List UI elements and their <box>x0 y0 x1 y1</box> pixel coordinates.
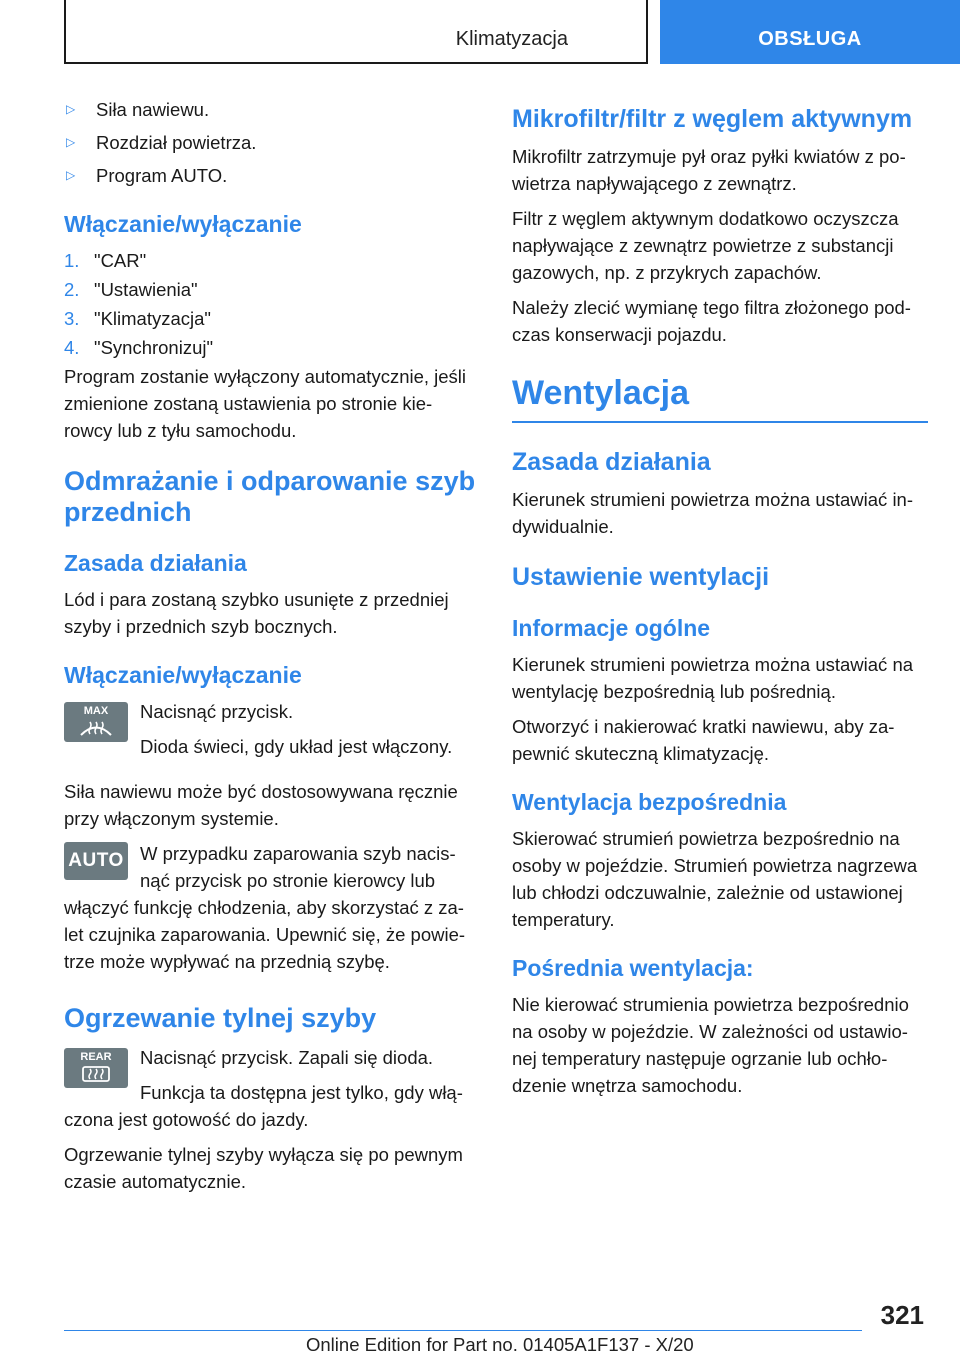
heading-indirect: Pośrednia wentylacja: <box>512 955 754 981</box>
paragraph-micro-1: Mikrofiltr zatrzymuje pył oraz pyłki kwiatów z po-wietrza napływającego z zewnątrz. <box>512 146 906 194</box>
paragraph-ice: Lód i para zostaną szybko usunięte z przedniej szyby i przednich szyb bocznych. <box>64 589 449 637</box>
paragraph-indirect: Nie kierować strumienia powietrza bezpośrednio na osoby w pojeździe. W zależności od ustawio-nej temperatury następuje ogrzanie lub ochło-dzenie wnętrza samochodu. <box>512 994 909 1096</box>
heading-direct: Wentylacja bezpośrednia <box>512 789 787 815</box>
paragraph-led: Dioda świeci, gdy układ jest włączony. <box>140 736 453 757</box>
rear-defrost-icon <box>78 1064 114 1084</box>
list-item-text: Siła nawiewu. <box>96 99 210 120</box>
step-text: "CAR" <box>94 250 147 271</box>
step-item <box>64 305 476 332</box>
step-number: 1. <box>64 250 80 271</box>
paragraph-rear-press: Nacisnąć przycisk. Zapali się dioda. <box>140 1047 434 1068</box>
heading-rear: Ogrzewanie tylnej szyby <box>64 1003 377 1033</box>
step-item <box>64 334 476 361</box>
max-defrost-button-icon <box>64 702 128 742</box>
heading-on-off: Włączanie/wyłączanie <box>64 211 302 237</box>
step-item <box>64 276 476 303</box>
step-item <box>64 247 476 274</box>
paragraph-general-1: Kierunek strumieni powietrza można ustawiać na wentylację bezpośrednią lub pośrednią. <box>512 654 914 702</box>
triangle-bullet-icon: ▷ <box>66 135 76 149</box>
auto-block <box>64 840 476 975</box>
paragraph-rear-auto: Ogrzewanie tylnej szyby wyłącza się po pewnym czasie automatycznie. <box>64 1144 463 1192</box>
paragraph-press: Nacisnąć przycisk. <box>140 701 294 722</box>
paragraph-general-2: Otworzyć i nakierować kratki nawiewu, aby za-pewnić skuteczną klimatyzację. <box>512 716 895 764</box>
step-text: "Klimatyzacja" <box>94 308 211 329</box>
step-number: 2. <box>64 279 80 300</box>
max-defrost-block <box>64 698 476 768</box>
step-number: 4. <box>64 337 80 358</box>
page-number: 321 <box>880 1300 924 1330</box>
rear-label: REAR <box>80 1051 112 1063</box>
auto-button-icon: AUTO <box>64 842 128 880</box>
paragraph-rear-func: Funkcja ta dostępna jest tylko, gdy włą-czona jest gotowość do jazdy. <box>64 1082 463 1130</box>
section-title: Klimatyzacja <box>455 28 568 50</box>
list-item <box>64 162 476 189</box>
step-text: "Ustawienia" <box>94 279 198 300</box>
list-item <box>64 129 476 156</box>
footer-divider <box>64 1330 862 1331</box>
heading-ventilation: Wentylacja <box>512 374 928 423</box>
heading-principle-vent: Zasada działania <box>512 448 711 476</box>
list-item-text: Rozdział powietrza. <box>96 132 257 153</box>
chapter-tab-label: OBSŁUGA <box>758 28 862 50</box>
paragraph-micro-3: Należy zlecić wymianę tego filtra złożonego pod-czas konserwacji pojazdu. <box>512 297 911 345</box>
left-column <box>64 96 476 1203</box>
heading-principle: Zasada działania <box>64 550 247 576</box>
heading-on-off-2: Włączanie/wyłączanie <box>64 662 302 688</box>
paragraph-fan: Siła nawiewu może być dostosowywana ręcznie przy włączonym systemie. <box>64 781 458 829</box>
list-item <box>64 96 476 123</box>
heading-setting: Ustawienie wentylacji <box>512 563 770 591</box>
right-column <box>512 96 928 1107</box>
header-frame <box>64 0 648 64</box>
heading-general: Informacje ogólne <box>512 615 711 641</box>
max-label: MAX <box>83 705 109 717</box>
defrost-icon <box>78 718 114 738</box>
paragraph-program: Program zostanie wyłączony automatycznie, jeśli zmienione zostaną ustawienia po stronie kie-rowcy lub z tyłu samochodu. <box>64 366 467 441</box>
heading-defrost: Odmrażanie i odparowanie szyb przednich <box>64 466 476 527</box>
paragraph-direct: Skierować strumień powietrza bezpośrednio na osoby w pojeździe. Strumień powietrza nagrzewa lub chłodzi odczuwalnie, zależnie od ustawionej temperatury. <box>512 828 918 930</box>
triangle-bullet-icon: ▷ <box>66 168 76 182</box>
step-number: 3. <box>64 308 80 329</box>
paragraph-micro-2: Filtr z węglem aktywnym dodatkowo oczyszcza napływające z zewnątrz powietrze z substancji gazowych, np. z przykrych zapachów. <box>512 208 899 283</box>
chapter-tab <box>660 0 960 64</box>
footer-edition: Online Edition for Part no. 01405A1F137 - X/20 <box>306 1334 694 1355</box>
step-text: "Synchronizuj" <box>94 337 214 358</box>
list-item-text: Program AUTO. <box>96 165 228 186</box>
triangle-bullet-icon: ▷ <box>66 102 76 116</box>
paragraph-principle: Kierunek strumieni powietrza można ustawiać in-dywidualnie. <box>512 489 914 537</box>
heading-microfilter: Mikrofiltr/filtr z węglem aktywnym <box>512 105 913 133</box>
paragraph-fog: W przypadku zaparowania szyb nacis-nąć przycisk po stronie kierowcy lub włączyć funkcję chłodzenia, aby skorzystać z za-let czujnika zaparowania. Upewnić się, że powie-trze może wypływać na przednią szybę. <box>64 843 466 972</box>
rear-defrost-block <box>64 1044 476 1133</box>
rear-defrost-button-icon <box>64 1048 128 1088</box>
